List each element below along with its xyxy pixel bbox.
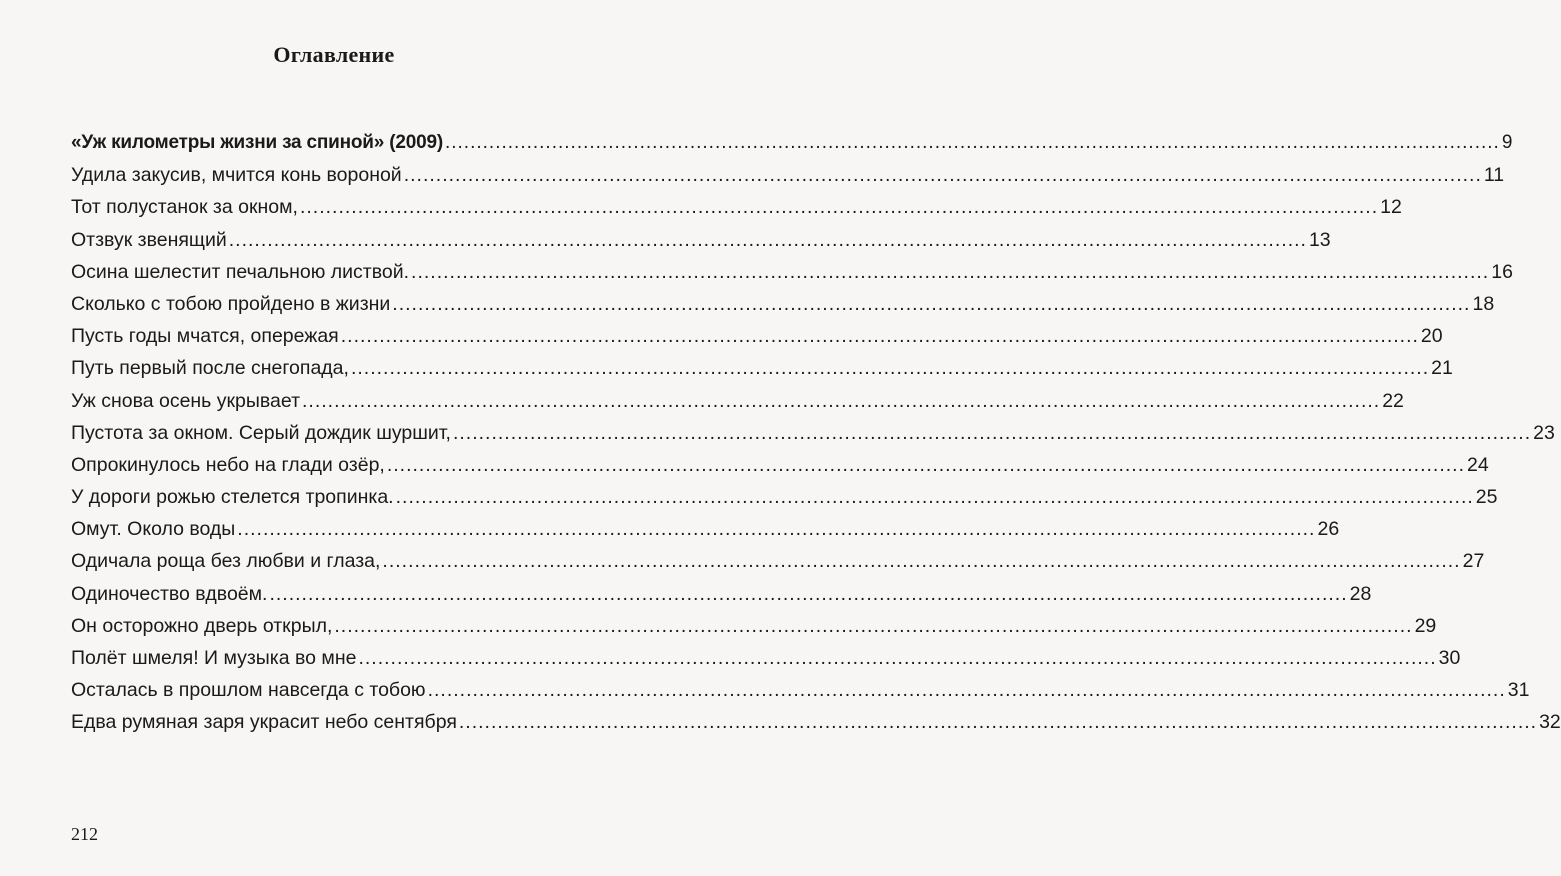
toc-entry-page: 24: [1467, 453, 1489, 476]
toc-entry-page: 13: [1308, 228, 1331, 251]
toc-dot-leader: [396, 486, 1474, 509]
toc-section-heading: [71, 132, 1513, 164]
toc-entry-title: Удила закусив, мчится конь вороной: [71, 164, 402, 187]
toc-dot-leader: [351, 357, 1429, 380]
toc-dot-leader: [387, 454, 1465, 477]
toc-entry-page: 27: [1462, 550, 1485, 573]
toc-entry-page: 29: [1414, 614, 1437, 637]
toc-dot-leader: [404, 164, 1482, 187]
toc-entry: [71, 550, 1485, 582]
toc-dot-leader: [341, 325, 1419, 348]
toc-dot-leader: [459, 711, 1537, 734]
toc-dot-leader: [428, 679, 1506, 702]
table-of-contents: [71, 132, 1561, 744]
toc-entry: [71, 711, 1561, 743]
toc-dot-leader: [392, 293, 1470, 316]
toc-entry-page: 31: [1507, 679, 1530, 702]
toc-entry: [71, 228, 1331, 261]
toc-entry-title: Омут. Около воды: [71, 518, 236, 541]
toc-dot-leader: [237, 518, 1315, 541]
toc-entry-page: 16: [1491, 260, 1513, 283]
toc-entry-title: Едва румяная заря украсит небо сентября: [71, 711, 457, 734]
toc-entry-title: У дороги рожью стелется тропинка.: [71, 486, 394, 509]
toc-entry: [71, 292, 1495, 325]
toc-entry-page: 21: [1431, 357, 1453, 380]
toc-entry-title: Тот полустанок за окном,: [71, 196, 298, 219]
toc-entry: [71, 486, 1498, 518]
toc-entry-page: 28: [1349, 582, 1372, 605]
toc-entry-page: 30: [1438, 647, 1461, 669]
page-number: 212: [71, 824, 98, 844]
toc-entry: [71, 647, 1461, 679]
toc-entry-title: Одичала роща без любви и глаза,: [71, 550, 381, 573]
toc-dot-leader: [334, 615, 1412, 638]
toc-entry: [71, 582, 1372, 615]
toc-entry-page: 26: [1317, 518, 1340, 541]
toc-entry-page: 25: [1475, 486, 1498, 509]
toc-entry-title: Одиночество вдвоём.: [71, 582, 268, 605]
toc-entry: [71, 260, 1513, 293]
toc-entry-title: Полёт шмеля! И музыка во мне: [71, 647, 357, 669]
toc-entry: [71, 679, 1530, 711]
toc-entry: [71, 164, 1505, 196]
toc-entry-title: Опрокинулось небо на глади озёр,: [71, 453, 385, 476]
toc-entry: [71, 389, 1404, 422]
toc-entry-page: 23: [1533, 421, 1555, 444]
toc-entry-page: 12: [1380, 196, 1402, 219]
toc-entry-page: 11: [1483, 164, 1505, 187]
toc-dot-leader: [358, 647, 1436, 670]
toc-entry: [71, 614, 1437, 647]
toc-dot-leader: [382, 550, 1460, 573]
toc-entry-page: 9: [1501, 132, 1513, 153]
toc-dot-leader: [453, 422, 1531, 445]
toc-entry-title: «Уж километры жизни за спиной» (2009): [71, 132, 443, 153]
toc-entry-page: 18: [1472, 292, 1495, 315]
toc-entry: [71, 518, 1340, 550]
toc-dot-leader: [229, 229, 1307, 252]
toc-entry-page: 32: [1539, 711, 1561, 734]
toc-entry-title: Путь первый после снегопада,: [71, 357, 349, 380]
toc-entry: [71, 357, 1453, 389]
toc-entry-title: Пустота за окном. Серый дождик шуршит,: [71, 421, 451, 444]
toc-entry-title: Осина шелестит печальною листвой.: [71, 260, 410, 283]
toc-dot-leader: [300, 196, 1378, 219]
toc-entry: [71, 453, 1489, 486]
toc-entry-page: 20: [1420, 325, 1443, 348]
toc-entry-title: Уж снова осень укрывает: [71, 389, 301, 412]
toc-entry-title: Отзвук звенящий: [71, 228, 227, 251]
toc-entry: [71, 421, 1555, 454]
toc-entry-title: Осталась в прошлом навсегда с тобою: [71, 679, 426, 702]
toc-dot-leader: [302, 390, 1380, 413]
toc-entry-title: Пусть годы мчатся, опережая: [71, 325, 339, 348]
page-title: Оглавление: [273, 42, 395, 67]
toc-dot-leader: [445, 132, 1500, 154]
toc-entry-title: Он осторожно дверь открыл,: [71, 614, 333, 637]
toc-entry-title: Сколько с тобою пройдено в жизни: [71, 292, 391, 315]
toc-entry: [71, 325, 1443, 357]
toc-entry-page: 22: [1382, 389, 1404, 412]
toc-dot-leader: [269, 583, 1347, 606]
toc-entry: [71, 196, 1402, 228]
toc-dot-leader: [411, 261, 1489, 284]
